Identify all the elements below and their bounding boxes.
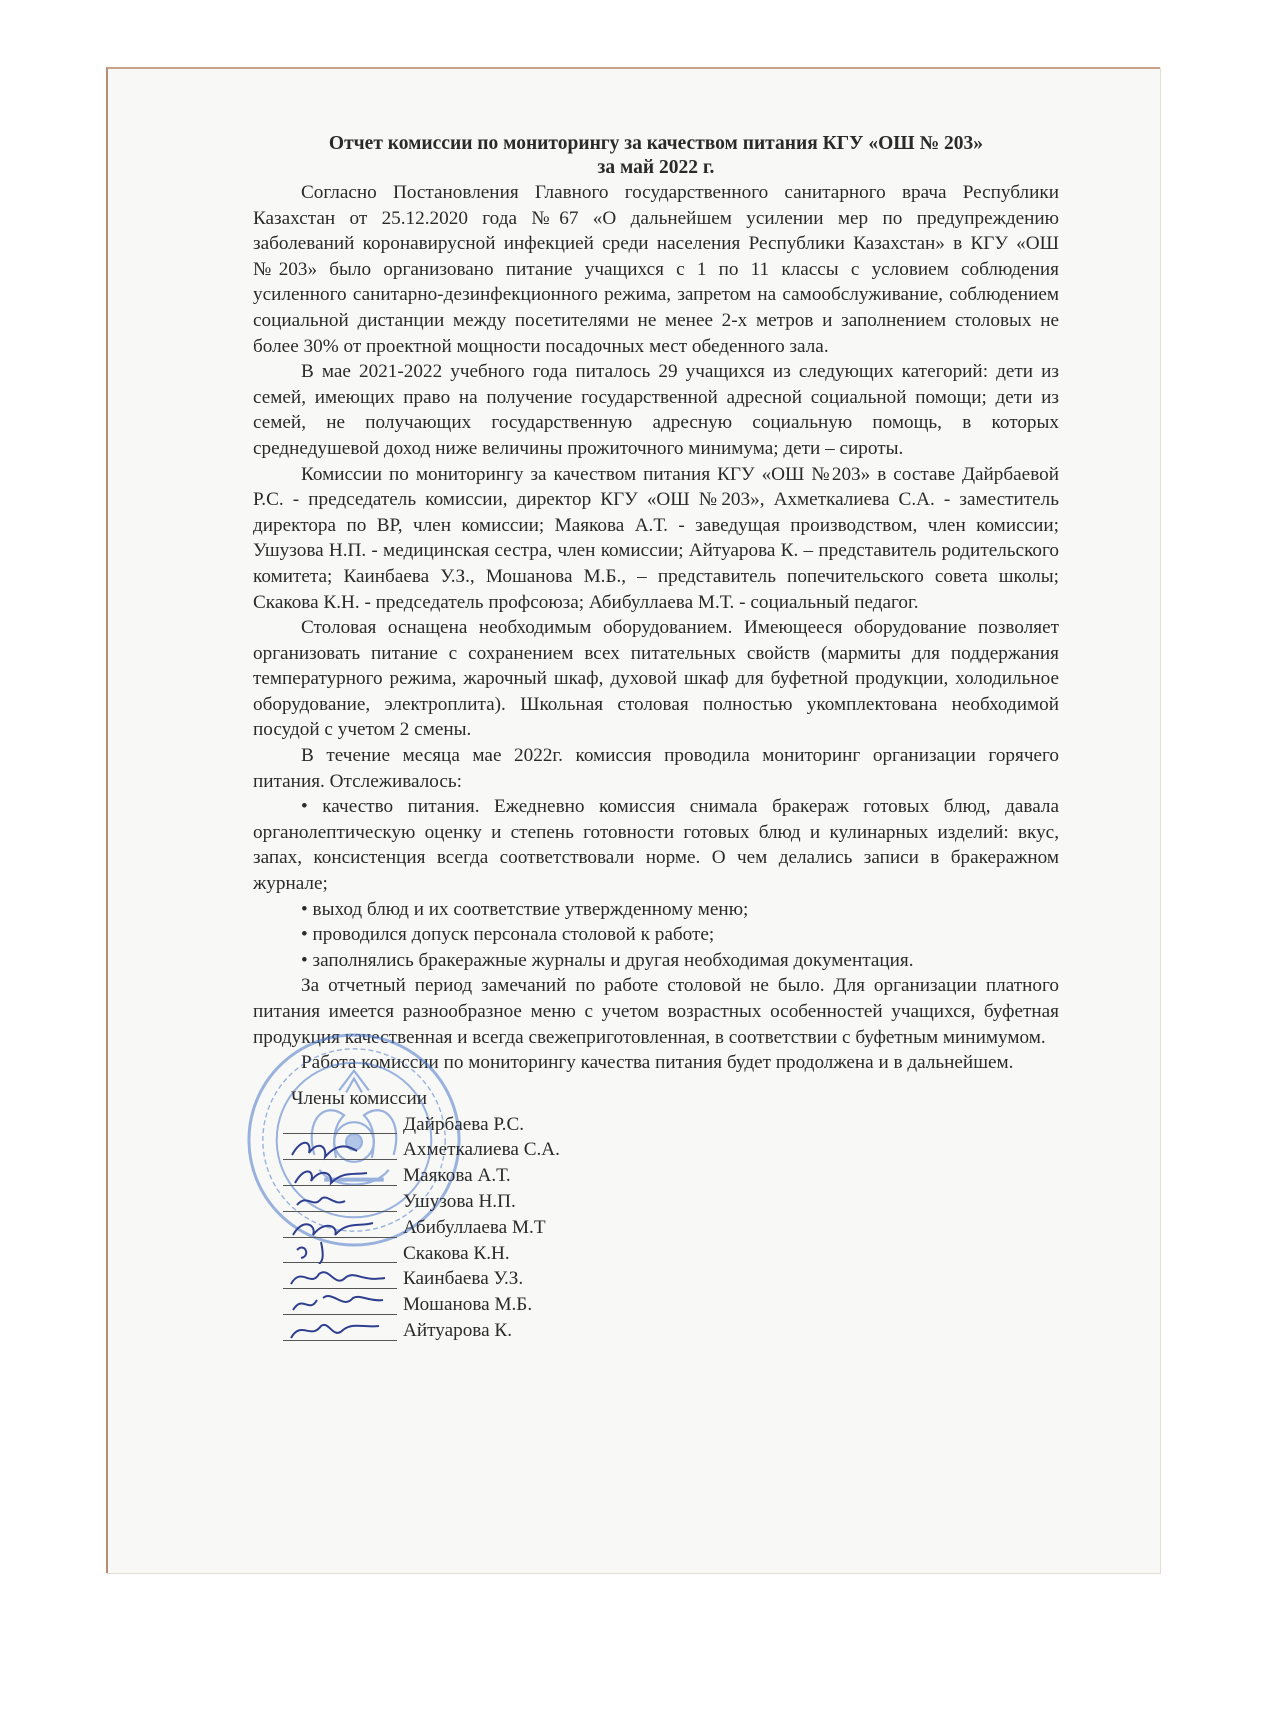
member-name: Айтуарова К. xyxy=(403,1319,513,1341)
signature-scribble xyxy=(287,1290,387,1316)
signature-row xyxy=(283,1189,843,1215)
paragraph: Столовая оснащена необходимым оборудованием. Имеющееся оборудование позволяет организовать питание с сохранением всех питательных свойств (мармиты для поддержания температурного режима, жарочный шкаф, духовой шкаф для буфетной продукции, холодильное оборудование, электроплита). Школьная столовая полностью укомплектована необходимой посудой с учетом 2 смены. xyxy=(253,617,1059,741)
bullet-item: • проводился допуск персонала столовой к работе; xyxy=(301,924,715,946)
member-name: Абибуллаева М.Т xyxy=(403,1216,546,1238)
signature-row xyxy=(283,1137,843,1163)
member-name: Каинбаева У.З. xyxy=(403,1268,524,1290)
signature-area xyxy=(283,1086,843,1386)
member-name: Мошанова М.Б. xyxy=(403,1294,533,1316)
member-name: Скакова К.Н. xyxy=(403,1242,510,1264)
signature-row xyxy=(283,1241,843,1267)
signatures-heading: Члены комиссии xyxy=(291,1087,428,1109)
document-body xyxy=(253,132,1059,1076)
member-name: Дайрбаева Р.С. xyxy=(403,1113,525,1135)
document-title xyxy=(253,132,1059,180)
signature-row xyxy=(283,1318,843,1344)
member-name: Маякова А.Т. xyxy=(403,1165,511,1187)
paragraph: Работа комиссии по мониторингу качества питания будет продолжена и в дальнейшем. xyxy=(301,1052,1014,1074)
bullet-item: • выход блюд и их соответствие утвержденному меню; xyxy=(301,898,749,920)
document-sheet xyxy=(106,67,1160,1573)
signature-scribble xyxy=(287,1238,387,1264)
signature-scribble xyxy=(287,1187,387,1213)
paragraph: В течение месяца мае 2022г. комиссия проводила мониторинг организации горячего питания. Отслеживалось: xyxy=(253,745,1059,792)
paragraph: За отчетный период замечаний по работе столовой не было. Для организации платного питания имеется разнообразное меню с учетом возрастных особенностей учащихся, буфетная продукция качественная и всегда свежеприготовленная, в соответствии с буфетным минимумом. xyxy=(253,975,1059,1048)
signature-scribble xyxy=(287,1161,387,1187)
signature-row xyxy=(283,1163,843,1189)
title-line-1: Отчет комиссии по мониторингу за качеством питания КГУ «ОШ № 203» xyxy=(328,133,984,154)
title-line-2: за май 2022 г. xyxy=(597,157,715,178)
signature-row xyxy=(283,1292,843,1318)
signature-scribble xyxy=(287,1316,387,1342)
signature-scribble xyxy=(287,1135,387,1161)
member-name: Ахметкалиева С.А. xyxy=(403,1139,560,1161)
bullet-item: • качество питания. Ежедневно комиссия снимала бракераж готовых блюд, давала органолептическую оценку и степень готовности готовых блюд и кулинарных изделий: вкус, запах, консистенция всегда соответствовали норме. О чем делались записи в бракеражном журнале; xyxy=(253,796,1059,895)
signature-scribble xyxy=(287,1213,387,1239)
bullet-item: • заполнялись бракеражные журналы и другая необходимая документация. xyxy=(301,949,914,971)
signature-row xyxy=(283,1266,843,1292)
signature-scribble xyxy=(287,1264,387,1290)
signature-row xyxy=(283,1112,843,1138)
paragraph: Комиссии по мониторингу за качеством питания КГУ «ОШ №203» в составе Дайрбаевой Р.С. - председатель комиссии, директор КГУ «ОШ №203», Ахметкалиева С.А. - заместитель директора по ВР, член комиссии; Маякова А.Т. - заведущая производством, член комиссии; Ушузова Н.П. - медицинская сестра, член комиссии; Айтуарова К. – представитель родительского комитета; Каинбаева У.З., Мошанова М.Б., – представитель попечительского совета школы; Скакова К.Н. - председатель профсоюза; Абибуллаева М.Т. - социальный педагог. xyxy=(253,463,1059,613)
paragraph: В мае 2021-2022 учебного года питалось 29 учащихся из следующих категорий: дети из семей, имеющих право на получение государственной адресной социальной помощи; дети из семей, не получающих государственную адресную социальную помощь, в которых среднедушевой доход ниже величины прожиточного минимума; дети – сироты. xyxy=(253,361,1059,459)
signature-block xyxy=(283,1086,843,1344)
signature-row xyxy=(283,1215,843,1241)
paragraph: Согласно Постановления Главного государственного санитарного врача Республики Казахстан от 25.12.2020 года №67 «О дальнейшем усилении мер по предупреждению заболеваний коронавирусной инфекцией среди населения Республики Казахстан» в КГУ «ОШ №203» было организовано питание учащихся с 1 по 11 классы с условием соблюдения усиленного санитарно-дезинфекционного режима, запретом на самообслуживание, соблюдением социальной дистанции между посетителями не менее 2-х метров и заполнением столовых не более 30% от проектной мощности посадочных мест обеденного зала. xyxy=(253,182,1059,357)
member-name: Ушузова Н.П. xyxy=(403,1190,516,1212)
